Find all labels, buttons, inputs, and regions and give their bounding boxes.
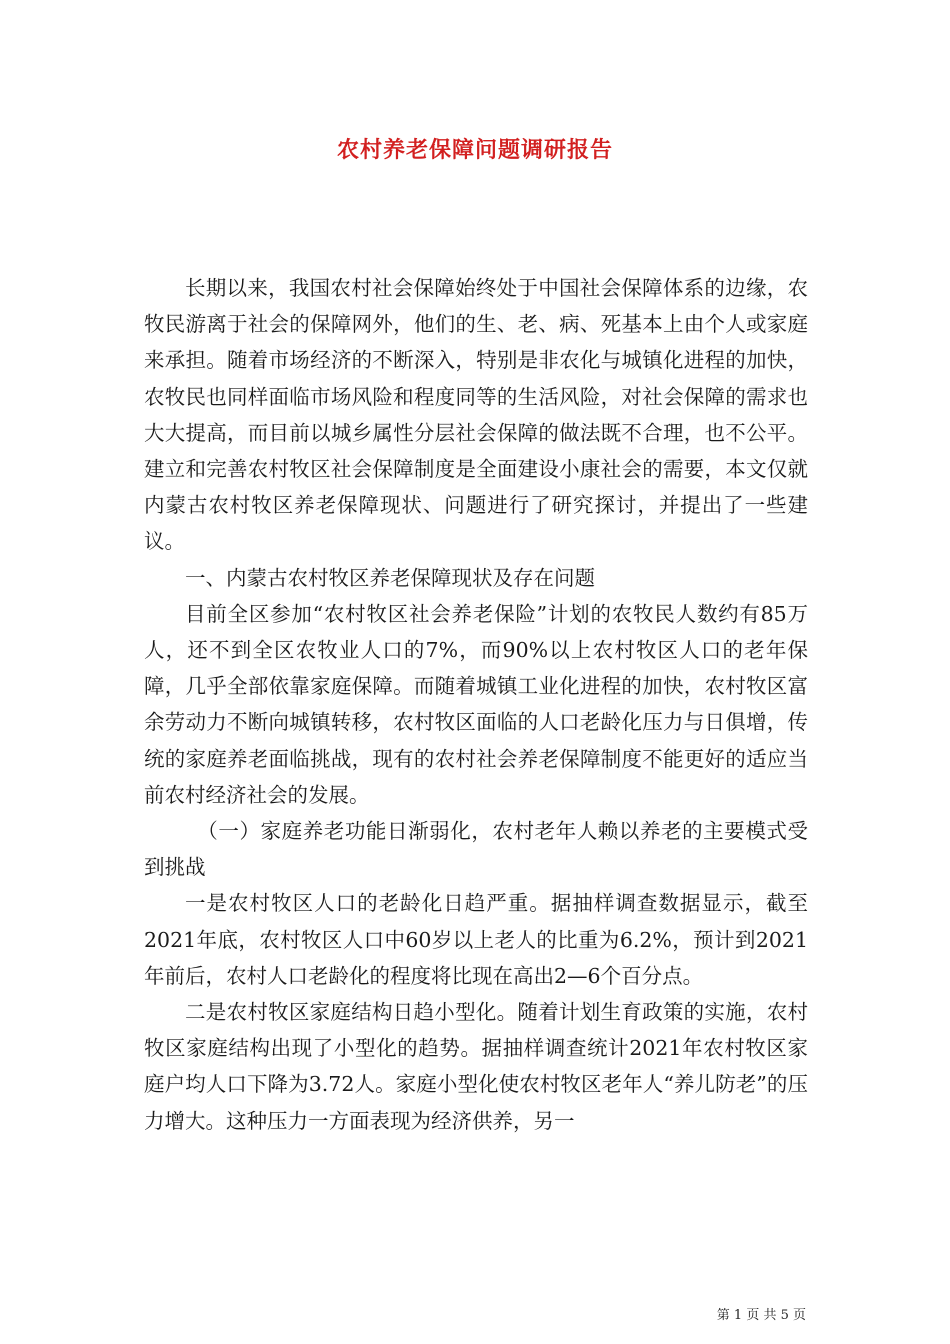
paragraph-aging: 一是农村牧区人口的老龄化日趋严重。据抽样调查数据显示，截至2021年底，农村牧区人口中60岁以上老人的比重为6.2%，预计到2021年前后，农村人口老龄化的程度将比现在高出2—6个百分点。 xyxy=(144,891,808,988)
section-heading-1: 一、内蒙古农村牧区养老保障现状及存在问题 xyxy=(185,565,595,590)
paragraph-family-structure: 二是农村牧区家庭结构日趋小型化。随着计划生育政策的实施，农村牧区家庭结构出现了小型化的趋势。据抽样调查统计2021年农村牧区家庭户均人口下降为3.72人。家庭小型化使农村牧区老年人“养儿防老”的压力增大。这种压力一方面表现为经济供养，另一 xyxy=(144,1000,808,1133)
paragraph-intro: 长期以来，我国农村社会保障始终处于中国社会保障体系的边缘，农牧民游离于社会的保障网外，他们的生、老、病、死基本上由个人或家庭来承担。随着市场经济的不断深入，特别是非农化与城镇化进程的加快，农牧民也同样面临市场风险和程度同等的生活风险，对社会保障的需求也大大提高，而目前以城乡属性分层社会保障的做法既不合理，也不公平。建立和完善农村牧区社会保障制度是全面建设小康社会的需要，本文仅就内蒙古农村牧区养老保障现状、问题进行了研究探讨，并提出了一些建议。 xyxy=(144,276,808,554)
document-body xyxy=(144,270,808,1139)
document-title: 农村养老保障问题调研报告 xyxy=(336,137,613,163)
page-number-footer: 第 1 页 共 5 页 xyxy=(716,1308,806,1323)
paragraph-status: 目前全区参加“农村牧区社会养老保险”计划的农牧民人数约有85万人，还不到全区农牧业人口的7%，而90%以上农村牧区人口的老年保障，几乎全部依靠家庭保障。而随着城镇工业化进程的加快，农村牧区富余劳动力不断向城镇转移，农村牧区面临的人口老龄化压力与日俱增，传统的家庭养老面临挑战，现有的农村社会养老保障制度不能更好的适应当前农村经济社会的发展。 xyxy=(144,601,808,807)
subsection-heading-1: （一）家庭养老功能日渐弱化，农村老年人赖以养老的主要模式受到挑战 xyxy=(144,819,808,880)
